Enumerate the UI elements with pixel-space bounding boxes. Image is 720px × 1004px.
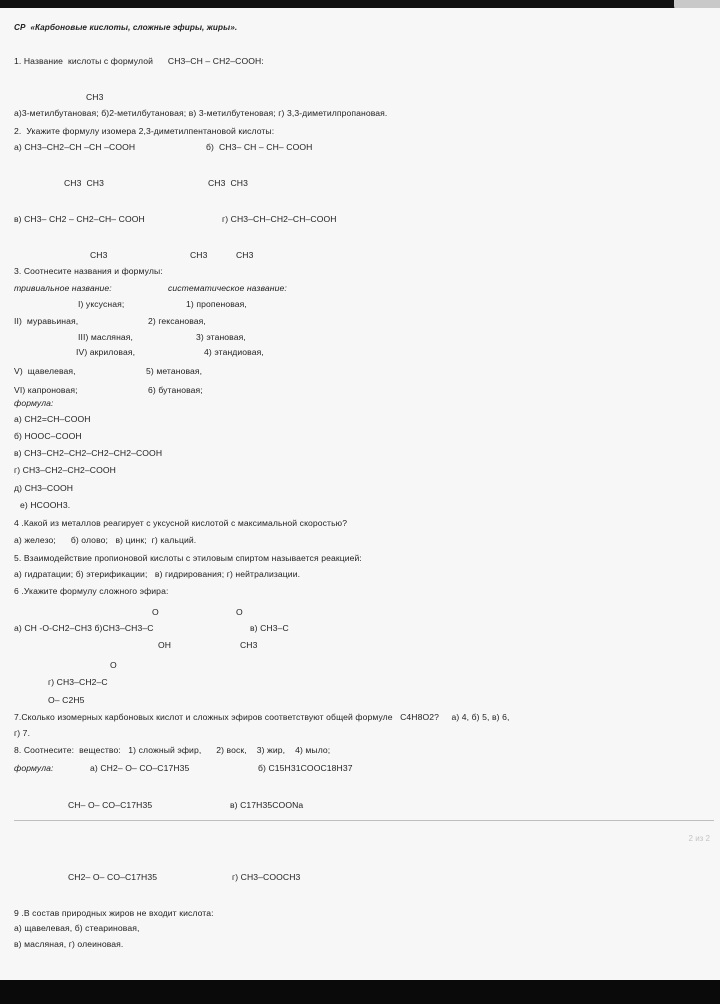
q8-formula-g: г) CH3–COOCH3 xyxy=(232,872,301,882)
q3-systematic-5: 5) метановая, xyxy=(146,366,203,376)
q9-answers-2: в) масляная, г) олеиновая. xyxy=(14,939,124,949)
q2-option-v-branch: CH3 xyxy=(90,250,108,260)
q3-trivial-3: III) масляная, xyxy=(78,332,134,342)
q8-formula-a-line2: CH– O– CO–C17H35 xyxy=(68,800,153,810)
q3-systematic-3: 3) этановая, xyxy=(196,332,246,342)
document-page xyxy=(0,8,720,980)
q2-option-g-branch-1: CH3 xyxy=(190,250,208,260)
top-bar xyxy=(0,0,720,8)
q4-answers: а) железо; б) олово; в) цинк; г) кальций. xyxy=(14,535,197,545)
q6-v-methyl: CH3 xyxy=(240,640,258,650)
q3-trivial-1: I) уксусная; xyxy=(78,299,125,309)
q8-formula-v: в) C17H35COONa xyxy=(230,800,304,810)
q2-option-b-branches: CH3 CH3 xyxy=(208,178,248,188)
q8-formula-label: формула: xyxy=(14,763,54,773)
q3-formula-a: а) CH2=CH–COOH xyxy=(14,414,91,424)
q3-systematic-4: 4) этандиовая, xyxy=(204,347,264,357)
page-number: 2 из 2 xyxy=(688,834,710,843)
q3-trivial-5: V) щавелевая, xyxy=(14,366,76,376)
q5-answers: а) гидратации; б) этерификации; в) гидрирования; г) нейтрализации. xyxy=(14,569,301,579)
q2-option-g-branch-2: CH3 xyxy=(236,250,254,260)
q6-text: 6 .Укажите формулу сложного эфира: xyxy=(14,586,169,596)
q3-trivial-6: VI) капроновая; xyxy=(14,385,78,395)
q3-formula-g: г) CH3–CH2–CH2–COOH xyxy=(14,465,116,475)
q8-formula-b: б) C15H31COOC18H37 xyxy=(258,763,353,773)
q3-systematic-1: 1) пропеновая, xyxy=(186,299,247,309)
q9-text: 9 .В состав природных жиров не входит кислота: xyxy=(14,908,214,918)
q2-option-v: в) CH3– CH2 – CH2–CH– COOH xyxy=(14,214,145,224)
doc-title: СР «Карбоновые кислоты, сложные эфиры, жиры». xyxy=(14,23,238,32)
q6-g-ethoxy: O– C2H5 xyxy=(48,695,85,705)
q1-branch: CH3 xyxy=(86,92,104,102)
q2-option-g: г) CH3–CH–CH2–CH–COOH xyxy=(222,214,337,224)
q3-formula-header: формула: xyxy=(14,398,54,408)
q3-trivial-4: IV) акриловая, xyxy=(76,347,136,357)
q6-option-v: в) CH3–C xyxy=(250,623,289,633)
q7-text-cont: г) 7. xyxy=(14,728,31,738)
q3-formula-e: е) HCOOH3. xyxy=(20,500,71,510)
q6-options-ab: а) CH -O-CH2–CH3 б)CH3–CH3–C xyxy=(14,623,154,633)
q5-text: 5. Взаимодействие пропионовой кислоты с этиловым спиртом называется реакцией: xyxy=(14,553,362,563)
page-divider xyxy=(14,820,714,821)
q3-formula-b: б) HOOC–COOH xyxy=(14,431,82,441)
q3-formula-v: в) CH3–CH2–CH2–CH2–CH2–COOH xyxy=(14,448,163,458)
q3-trivial-header: тривиальное название: xyxy=(14,283,112,293)
q3-formula-d: д) CH3–COOH xyxy=(14,483,74,493)
q6-b-hydroxyl: OH xyxy=(158,640,172,650)
bottom-bar xyxy=(0,980,720,1004)
q3-trivial-2: II) муравьиная, xyxy=(14,316,79,326)
q1-text: 1. Название кислоты с формулой CH3–CH – CH2–COOH: xyxy=(14,56,264,66)
q2-option-a: а) CH3–CH2–CH –CH –COOH xyxy=(14,142,136,152)
q1-answers: а)3-метилбутановая; б)2-метилбутановая; в) 3-метилбутеновая; г) 3,3-диметилпропановая. xyxy=(14,108,388,118)
q9-answers-1: а) щавелевая, б) стеариновая, xyxy=(14,923,140,933)
q2-option-a-branches: CH3 CH3 xyxy=(64,178,104,188)
q4-text: 4 .Какой из металлов реагирует с уксусной кислотой с максимальной скоростью? xyxy=(14,518,348,528)
q6-v-oxygen: O xyxy=(236,607,243,617)
q6-option-g: г) CH3–CH2–C xyxy=(48,677,108,687)
q6-g-oxygen: O xyxy=(110,660,117,670)
q3-systematic-header: систематическое название: xyxy=(168,283,287,293)
q3-systematic-6: 6) бутановая; xyxy=(148,385,203,395)
q8-formula-a-line3: CH2– O– CO–C17H35 xyxy=(68,872,158,882)
q6-b-oxygen: O xyxy=(152,607,159,617)
q2-option-b: б) CH3– CH – CH– COOH xyxy=(206,142,313,152)
q3-systematic-2: 2) гексановая, xyxy=(148,316,206,326)
q3-text: 3. Соотнесите названия и формулы: xyxy=(14,266,163,276)
q8-formula-a-line1: а) CH2– O– CO–C17H35 xyxy=(90,763,190,773)
q8-text: 8. Соотнесите: вещество: 1) сложный эфир, 2) воск, 3) жир, 4) мыло; xyxy=(14,745,331,755)
q2-text: 2. Укажите формулу изомера 2,3-диметилпентановой кислоты: xyxy=(14,126,275,136)
q7-text: 7.Сколько изомерных карбоновых кислот и сложных эфиров соответствуют общей формуле C4H8O2? а) 4, б) 5, в) 6, xyxy=(14,712,510,722)
